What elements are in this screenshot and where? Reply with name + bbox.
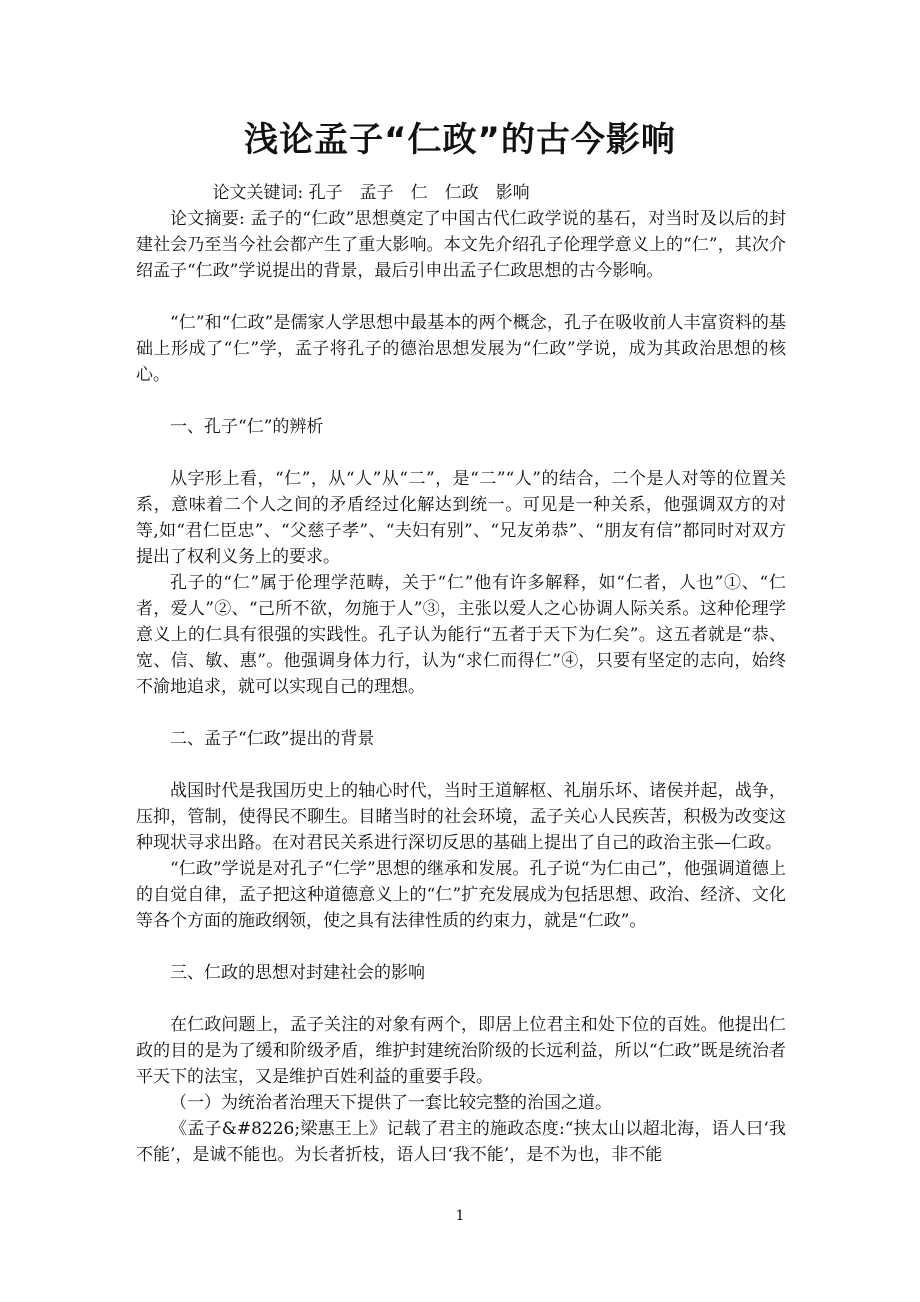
spacer: [136, 986, 786, 1012]
document-body: [136, 180, 786, 1168]
spacer: [136, 388, 786, 414]
spacer: [136, 700, 786, 726]
abstract-paragraph: 论文摘要: 孟子的“仁政”思想奠定了中国古代仁政学说的基石，对当时及以后的封建社会乃至当今社会都产生了重大影响。本文先介绍孔子伦理学意义上的“仁”，其次介绍孟子“仁政”学说提出的背景，最后引申出孟子仁政思想的古今影响。: [136, 209, 786, 281]
section-1-heading: 一、孔子“仁”的辨析: [170, 417, 324, 437]
keywords-line: 论文关键词: 孔子 孟子 仁 仁政 影响: [212, 183, 530, 203]
section-1-paragraph: 从字形上看，“仁”，从“人”从“二”，是“二”“人”的结合，二个是人对等的位置关系，意味着二个人之间的矛盾经过化解达到统一。可见是一种关系，他强调双方的对等,如“君仁臣忠”、“父慈子孝”、“夫妇有别”、“兄友弟恭”、“朋友有信”都同时对双方提出了权利义务上的要求。: [136, 469, 786, 567]
spacer: [136, 752, 786, 778]
spacer: [136, 284, 786, 310]
spacer: [136, 440, 786, 466]
page-number: 1: [455, 1208, 465, 1224]
section-3-subheading: （一）为统治者治理天下提供了一套比较完整的治国之道。: [170, 1093, 612, 1113]
section-2-paragraph: 战国时代是我国历史上的轴心时代，当时王道解枢、礼崩乐坏、诸侯并起，战争，压抑，管制，使得民不聊生。目睹当时的社会环境，孟子关心人民疾苦，积极为改变这种现状寻求出路。在对君民关系进行深切反思的基础上提出了自己的政治主张—仁政。: [136, 781, 786, 853]
section-3-paragraph: 在仁政问题上，孟子关注的对象有两个，即居上位君主和处下位的百姓。他提出仁政的目的是为了缓和阶级矛盾，维护封建统治阶级的长远利益，所以“仁政”既是统治者平天下的法宝，又是维护百姓利益的重要手段。: [136, 1015, 786, 1087]
section-3-paragraph: 《孟子&#8226;梁惠王上》记载了君主的施政态度:“挟太山以超北海，语人曰‘我不能’，是诚不能也。为长者折枝，语人曰‘我不能’，是不为也，非不能: [136, 1119, 786, 1165]
section-1-paragraph: 孔子的“仁”属于伦理学范畴，关于“仁”他有许多解释，如“仁者，人也”①、“仁者，爱人”②、“己所不欲，勿施于人”③，主张以爱人之心协调人际关系。这种伦理学意义上的仁具有很强的实践性。孔子认为能行“五者于天下为仁矣”。这五者就是“恭、宽、信、敏、惠”。他强调身体力行，认为“求仁而得仁”④，只要有坚定的志向，始终不渝地追求，就可以实现自己的理想。: [136, 573, 786, 697]
section-3-heading: 三、仁政的思想对封建社会的影响: [170, 963, 425, 983]
section-2-paragraph: “仁政”学说是对孔子“仁学”思想的继承和发展。孔子说“为仁由己”，他强调道德上的自觉自律，孟子把这种道德意义上的“仁”扩充发展成为包括思想、政治、经济、文化等各个方面的施政纲领，使之具有法律性质的约束力，就是“仁政”。: [136, 859, 786, 931]
intro-paragraph: “仁”和“仁政”是儒家人学思想中最基本的两个概念，孔子在吸收前人丰富资料的基础上形成了“仁”学，孟子将孔子的德治思想发展为“仁政”学说，成为其政治思想的核心。: [136, 313, 786, 385]
spacer: [136, 934, 786, 960]
page-title: 浅论孟子“仁政”的古今影响: [244, 120, 676, 160]
section-2-heading: 二、孟子“仁政”提出的背景: [170, 729, 375, 749]
